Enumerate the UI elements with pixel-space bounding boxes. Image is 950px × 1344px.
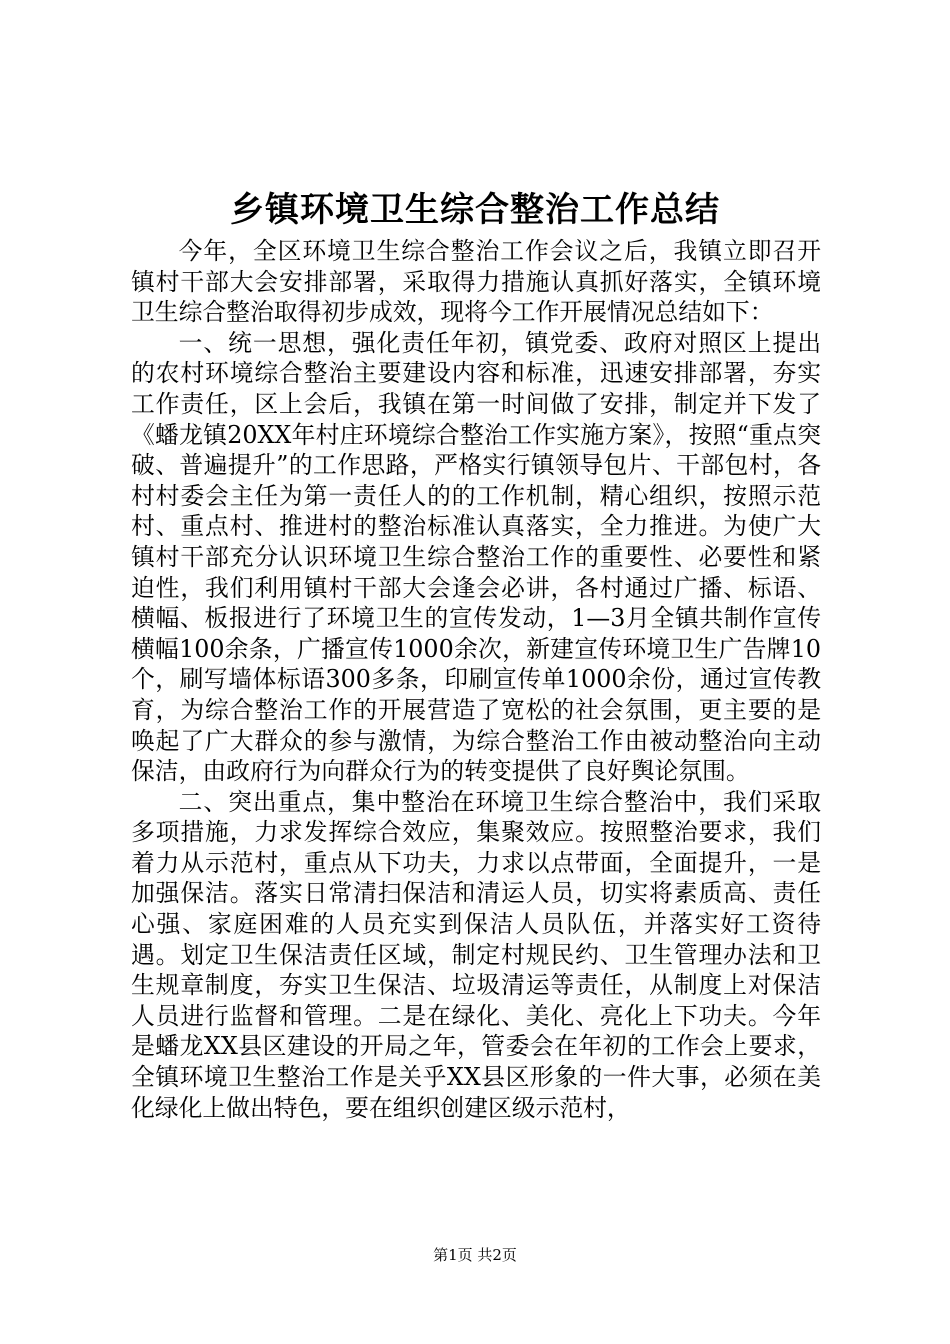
document-body [131,236,821,1123]
paragraph-intro: 今年，全区环境卫生综合整治工作会议之后，我镇立即召开镇村干部大会安排部署，采取得力措施认真抓好落实，全镇环境卫生综合整治取得初步成效，现将今工作开展情况总结如下： [131,237,821,327]
paragraph-section-1: 一、统一思想，强化责任年初，镇党委、政府对照区上提出的农村环境综合整治主要建设内容和标准，迅速安排部署，夯实工作责任，区上会后，我镇在第一时间做了安排，制定并下发了《蟠龙镇20XX年村庄环境综合整治工作实施方案》，按照“重点突破、普遍提升”的工作思路，严格实行镇领导包片、干部包村，各村村委会主任为第一责任人的的工作机制，精心组织，按照示范村、重点村、推进村的整治标准认真落实，全力推进。为使广大镇村干部充分认识环境卫生综合整治工作的重要性、必要性和紧迫性，我们利用镇村干部大会逢会必讲，各村通过广播、标语、横幅、板报进行了环境卫生的宣传发动，1—3月全镇共制作宣传横幅100余条，广播宣传1000余次，新建宣传环境卫生广告牌10个，刷写墙体标语300多条，印刷宣传单1000余份，通过宣传教育，为综合整治工作的开展营造了宽松的社会氛围，更主要的是唤起了广大群众的参与激情，为综合整治工作由被动整治向主动保洁，由政府行为向群众行为的转变提供了良好舆论氛围。 [131,328,821,786]
paragraph-section-2: 二、突出重点，集中整治在环境卫生综合整治中，我们采取多项措施，力求发挥综合效应，集聚效应。按照整治要求，我们着力从示范村，重点从下功夫，力求以点带面，全面提升，一是加强保洁。落实日常清扫保洁和清运人员，切实将素质高、责任心强、家庭困难的人员充实到保洁人员队伍，并落实好工资待遇。划定卫生保洁责任区域，制定村规民约、卫生管理办法和卫生规章制度，夯实卫生保洁、垃圾清运等责任，从制度上对保洁人员进行监督和管理。二是在绿化、美化、亮化上下功夫。今年是蟠龙XX县区建设的开局之年，管委会在年初的工作会上要求，全镇环境卫生整治工作是关乎XX县区形象的一件大事，必须在美化绿化上做出特色，要在组织创建区级示范村， [131,787,821,1122]
document-title: 乡镇环境卫生综合整治工作总结 [230,190,720,230]
page-number-footer: 第1页 共2页 [433,1246,517,1264]
